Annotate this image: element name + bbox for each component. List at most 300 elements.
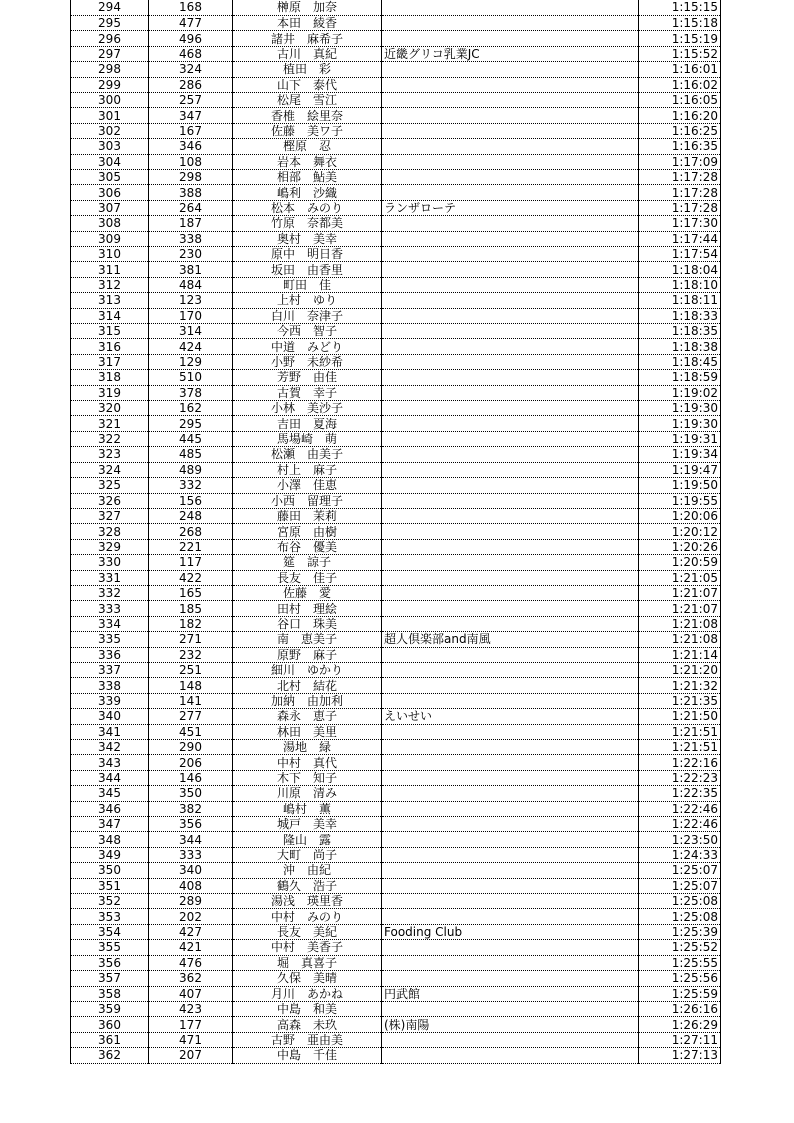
table-row [71,786,721,801]
bib-number-cell: 141 [149,693,233,708]
finish-time-cell: 1:21:50 [639,709,721,724]
finish-time-cell: 1:24:33 [639,847,721,862]
finish-time-cell: 1:21:51 [639,740,721,755]
finish-time-cell: 1:23:50 [639,832,721,847]
table-row [71,185,721,200]
runner-name-cell: 北村 結花 [233,678,382,693]
team-cell [382,555,639,570]
finish-time-cell: 1:25:07 [639,878,721,893]
runner-name-cell: 植田 彩 [233,62,382,77]
rank-cell: 341 [71,724,149,739]
team-cell [382,231,639,246]
finish-time-cell: 1:21:08 [639,632,721,647]
team-cell [382,92,639,107]
team-cell [382,724,639,739]
rank-cell: 358 [71,986,149,1001]
bib-number-cell: 344 [149,832,233,847]
results-table-body [71,0,721,1063]
bib-number-cell: 289 [149,894,233,909]
team-cell [382,755,639,770]
runner-name-cell: 大町 尚子 [233,847,382,862]
bib-number-cell: 427 [149,924,233,939]
rank-cell: 331 [71,570,149,585]
team-cell [382,324,639,339]
team-cell [382,478,639,493]
team-cell [382,894,639,909]
runner-name-cell: 小西 留理子 [233,493,382,508]
table-row [71,216,721,231]
rank-cell: 294 [71,0,149,15]
team-cell [382,1048,639,1063]
runner-name-cell: 小澤 佳恵 [233,478,382,493]
finish-time-cell: 1:22:35 [639,786,721,801]
finish-time-cell: 1:19:30 [639,401,721,416]
runner-name-cell: 加納 由加利 [233,693,382,708]
rank-cell: 332 [71,585,149,600]
rank-cell: 354 [71,924,149,939]
team-cell [382,678,639,693]
finish-time-cell: 1:18:38 [639,339,721,354]
finish-time-cell: 1:15:19 [639,31,721,46]
team-cell [382,0,639,15]
table-row [71,508,721,523]
table-row [71,478,721,493]
finish-time-cell: 1:21:14 [639,647,721,662]
team-cell [382,647,639,662]
finish-time-cell: 1:18:11 [639,293,721,308]
bib-number-cell: 232 [149,647,233,662]
runner-name-cell: 城戸 美幸 [233,817,382,832]
team-cell: 超人倶楽部and南風 [382,632,639,647]
bib-number-cell: 290 [149,740,233,755]
rank-cell: 328 [71,524,149,539]
bib-number-cell: 129 [149,354,233,369]
rank-cell: 299 [71,77,149,92]
rank-cell: 312 [71,277,149,292]
runner-name-cell: 森永 恵子 [233,709,382,724]
table-row [71,693,721,708]
rank-cell: 302 [71,123,149,138]
team-cell: 円武館 [382,986,639,1001]
table-row [71,585,721,600]
finish-time-cell: 1:16:25 [639,123,721,138]
bib-number-cell: 187 [149,216,233,231]
rank-cell: 360 [71,1017,149,1032]
bib-number-cell: 182 [149,616,233,631]
finish-time-cell: 1:18:45 [639,354,721,369]
team-cell [382,817,639,832]
rank-cell: 349 [71,847,149,862]
finish-time-cell: 1:21:20 [639,662,721,677]
rank-cell: 329 [71,539,149,554]
runner-name-cell: 中村 みのり [233,909,382,924]
team-cell [382,539,639,554]
rank-cell: 327 [71,508,149,523]
rank-cell: 314 [71,308,149,323]
table-row [71,847,721,862]
bib-number-cell: 378 [149,385,233,400]
bib-number-cell: 408 [149,878,233,893]
rank-cell: 304 [71,154,149,169]
runner-name-cell: 中村 真代 [233,755,382,770]
bib-number-cell: 295 [149,416,233,431]
bib-number-cell: 346 [149,139,233,154]
runner-name-cell: 湯浅 瑛里香 [233,894,382,909]
table-row [71,709,721,724]
bib-number-cell: 340 [149,863,233,878]
bib-number-cell: 185 [149,601,233,616]
finish-time-cell: 1:15:15 [639,0,721,15]
table-row [71,247,721,262]
bib-number-cell: 421 [149,940,233,955]
team-cell: 近畿グリコ乳業JC [382,46,639,61]
table-row [71,277,721,292]
table-row [71,354,721,369]
table-row [71,385,721,400]
table-row [71,169,721,184]
rank-cell: 319 [71,385,149,400]
finish-time-cell: 1:21:07 [639,601,721,616]
rank-cell: 359 [71,1001,149,1016]
rank-cell: 357 [71,971,149,986]
team-cell [382,801,639,816]
rank-cell: 333 [71,601,149,616]
bib-number-cell: 407 [149,986,233,1001]
bib-number-cell: 148 [149,678,233,693]
rank-cell: 300 [71,92,149,107]
team-cell [382,277,639,292]
bib-number-cell: 251 [149,662,233,677]
runner-name-cell: 田村 理絵 [233,601,382,616]
table-row [71,647,721,662]
table-row [71,601,721,616]
finish-time-cell: 1:20:59 [639,555,721,570]
finish-time-cell: 1:21:08 [639,616,721,631]
table-row [71,924,721,939]
team-cell [382,847,639,862]
bib-number-cell: 207 [149,1048,233,1063]
finish-time-cell: 1:25:39 [639,924,721,939]
finish-time-cell: 1:22:16 [639,755,721,770]
rank-cell: 311 [71,262,149,277]
table-row [71,740,721,755]
table-row [71,662,721,677]
finish-time-cell: 1:20:26 [639,539,721,554]
runner-name-cell: 原中 明日香 [233,247,382,262]
bib-number-cell: 496 [149,31,233,46]
finish-time-cell: 1:17:09 [639,154,721,169]
table-row [71,447,721,462]
table-row [71,431,721,446]
runner-name-cell: 町田 佳 [233,277,382,292]
rank-cell: 346 [71,801,149,816]
runner-name-cell: 佐藤 美ワ子 [233,123,382,138]
finish-time-cell: 1:18:04 [639,262,721,277]
bib-number-cell: 271 [149,632,233,647]
bib-number-cell: 123 [149,293,233,308]
team-cell: ランザローテ [382,200,639,215]
rank-cell: 307 [71,200,149,215]
team-cell [382,169,639,184]
rank-cell: 295 [71,15,149,30]
bib-number-cell: 248 [149,508,233,523]
runner-name-cell: 堀 真喜子 [233,955,382,970]
table-row [71,416,721,431]
rank-cell: 297 [71,46,149,61]
finish-time-cell: 1:22:46 [639,801,721,816]
finish-time-cell: 1:15:52 [639,46,721,61]
team-cell [382,431,639,446]
team-cell: (株)南陽 [382,1017,639,1032]
team-cell [382,154,639,169]
team-cell [382,1032,639,1047]
finish-time-cell: 1:20:12 [639,524,721,539]
runner-name-cell: 古川 真紀 [233,46,382,61]
team-cell [382,940,639,955]
bib-number-cell: 324 [149,62,233,77]
table-row [71,986,721,1001]
bib-number-cell: 424 [149,339,233,354]
runner-name-cell: 香椎 絵里奈 [233,108,382,123]
finish-time-cell: 1:21:35 [639,693,721,708]
team-cell [382,262,639,277]
runner-name-cell: 嶋利 沙織 [233,185,382,200]
finish-time-cell: 1:16:05 [639,92,721,107]
runner-name-cell: 谷口 珠美 [233,616,382,631]
finish-time-cell: 1:18:59 [639,370,721,385]
team-cell [382,971,639,986]
table-row [71,401,721,416]
team-cell [382,493,639,508]
finish-time-cell: 1:16:35 [639,139,721,154]
rank-cell: 320 [71,401,149,416]
bib-number-cell: 485 [149,447,233,462]
finish-time-cell: 1:17:28 [639,169,721,184]
bib-number-cell: 206 [149,755,233,770]
finish-time-cell: 1:18:35 [639,324,721,339]
team-cell [382,308,639,323]
rank-cell: 353 [71,909,149,924]
runner-name-cell: 湯地 緑 [233,740,382,755]
rank-cell: 298 [71,62,149,77]
finish-time-cell: 1:25:55 [639,955,721,970]
finish-time-cell: 1:26:16 [639,1001,721,1016]
table-row [71,863,721,878]
runner-name-cell: 隆山 露 [233,832,382,847]
runner-name-cell: 長友 佳子 [233,570,382,585]
rank-cell: 351 [71,878,149,893]
bib-number-cell: 468 [149,46,233,61]
runner-name-cell: 中島 千佳 [233,1048,382,1063]
rank-cell: 335 [71,632,149,647]
team-cell [382,524,639,539]
team-cell [382,77,639,92]
bib-number-cell: 445 [149,431,233,446]
runner-name-cell: 原野 麻子 [233,647,382,662]
table-row [71,324,721,339]
bib-number-cell: 177 [149,1017,233,1032]
bib-number-cell: 168 [149,0,233,15]
rank-cell: 296 [71,31,149,46]
team-cell [382,416,639,431]
rank-cell: 336 [71,647,149,662]
finish-time-cell: 1:25:52 [639,940,721,955]
team-cell: えいせい [382,709,639,724]
finish-time-cell: 1:25:56 [639,971,721,986]
team-cell [382,863,639,878]
runner-name-cell: 宮原 由樹 [233,524,382,539]
bib-number-cell: 332 [149,478,233,493]
runner-name-cell: 竹原 奈都美 [233,216,382,231]
table-row [71,1032,721,1047]
bib-number-cell: 221 [149,539,233,554]
finish-time-cell: 1:15:18 [639,15,721,30]
bib-number-cell: 162 [149,401,233,416]
bib-number-cell: 422 [149,570,233,585]
bib-number-cell: 423 [149,1001,233,1016]
table-row [71,231,721,246]
rank-cell: 303 [71,139,149,154]
team-cell [382,123,639,138]
bib-number-cell: 156 [149,493,233,508]
runner-name-cell: 榊原 加奈 [233,0,382,15]
team-cell [382,447,639,462]
team-cell [382,401,639,416]
finish-time-cell: 1:19:47 [639,462,721,477]
runner-name-cell: 南 恵美子 [233,632,382,647]
table-row [71,616,721,631]
team-cell [382,15,639,30]
rank-cell: 308 [71,216,149,231]
table-row [71,200,721,215]
runner-name-cell: 林田 美里 [233,724,382,739]
bib-number-cell: 356 [149,817,233,832]
bib-number-cell: 277 [149,709,233,724]
rank-cell: 339 [71,693,149,708]
runner-name-cell: 吉田 夏海 [233,416,382,431]
finish-time-cell: 1:17:44 [639,231,721,246]
rank-cell: 338 [71,678,149,693]
team-cell [382,185,639,200]
rank-cell: 347 [71,817,149,832]
finish-time-cell: 1:21:32 [639,678,721,693]
rank-cell: 301 [71,108,149,123]
team-cell [382,1001,639,1016]
runner-name-cell: 佐藤 愛 [233,585,382,600]
runner-name-cell: 長友 美紀 [233,924,382,939]
finish-time-cell: 1:19:55 [639,493,721,508]
runner-name-cell: 今西 智子 [233,324,382,339]
runner-name-cell: 松瀬 由美子 [233,447,382,462]
team-cell [382,293,639,308]
table-row [71,817,721,832]
finish-time-cell: 1:19:50 [639,478,721,493]
finish-time-cell: 1:22:46 [639,817,721,832]
table-row [71,555,721,570]
runner-name-cell: 相部 鮎美 [233,169,382,184]
bib-number-cell: 146 [149,770,233,785]
table-row [71,570,721,585]
table-row [71,493,721,508]
finish-time-cell: 1:22:23 [639,770,721,785]
finish-time-cell: 1:25:08 [639,894,721,909]
rank-cell: 315 [71,324,149,339]
team-cell [382,354,639,369]
team-cell [382,570,639,585]
bib-number-cell: 257 [149,92,233,107]
table-row [71,940,721,955]
runner-name-cell: 古野 亜由美 [233,1032,382,1047]
runner-name-cell: 藤田 茉莉 [233,508,382,523]
rank-cell: 318 [71,370,149,385]
finish-time-cell: 1:17:28 [639,200,721,215]
rank-cell: 345 [71,786,149,801]
runner-name-cell: 松本 みのり [233,200,382,215]
bib-number-cell: 347 [149,108,233,123]
finish-time-cell: 1:25:07 [639,863,721,878]
bib-number-cell: 350 [149,786,233,801]
team-cell [382,786,639,801]
runner-name-cell: 小野 未紗希 [233,354,382,369]
bib-number-cell: 108 [149,154,233,169]
team-cell [382,62,639,77]
table-row [71,139,721,154]
rank-cell: 343 [71,755,149,770]
runner-name-cell: 松尾 雪江 [233,92,382,107]
team-cell [382,878,639,893]
team-cell [382,31,639,46]
rank-cell: 310 [71,247,149,262]
finish-time-cell: 1:17:28 [639,185,721,200]
runner-name-cell: 小林 美沙子 [233,401,382,416]
table-row [71,293,721,308]
runner-name-cell: 川原 清み [233,786,382,801]
table-row [71,123,721,138]
table-row [71,370,721,385]
runner-name-cell: 中道 みどり [233,339,382,354]
table-row [71,62,721,77]
finish-time-cell: 1:27:13 [639,1048,721,1063]
rank-cell: 337 [71,662,149,677]
bib-number-cell: 298 [149,169,233,184]
runner-name-cell: 馬場崎 萌 [233,431,382,446]
rank-cell: 325 [71,478,149,493]
table-row [71,262,721,277]
rank-cell: 334 [71,616,149,631]
table-row [71,1048,721,1063]
rank-cell: 324 [71,462,149,477]
runner-name-cell: 山下 泰代 [233,77,382,92]
bib-number-cell: 484 [149,277,233,292]
rank-cell: 317 [71,354,149,369]
team-cell [382,955,639,970]
runner-name-cell: 細川 ゆかり [233,662,382,677]
table-row [71,462,721,477]
bib-number-cell: 510 [149,370,233,385]
bib-number-cell: 477 [149,15,233,30]
team-cell [382,385,639,400]
finish-time-cell: 1:16:01 [639,62,721,77]
table-row [71,832,721,847]
table-row [71,678,721,693]
rank-cell: 313 [71,293,149,308]
finish-time-cell: 1:18:33 [639,308,721,323]
finish-time-cell: 1:27:11 [639,1032,721,1047]
table-row [71,154,721,169]
runner-name-cell: 奥村 美幸 [233,231,382,246]
runner-name-cell: 中村 美香子 [233,940,382,955]
table-row [71,1001,721,1016]
